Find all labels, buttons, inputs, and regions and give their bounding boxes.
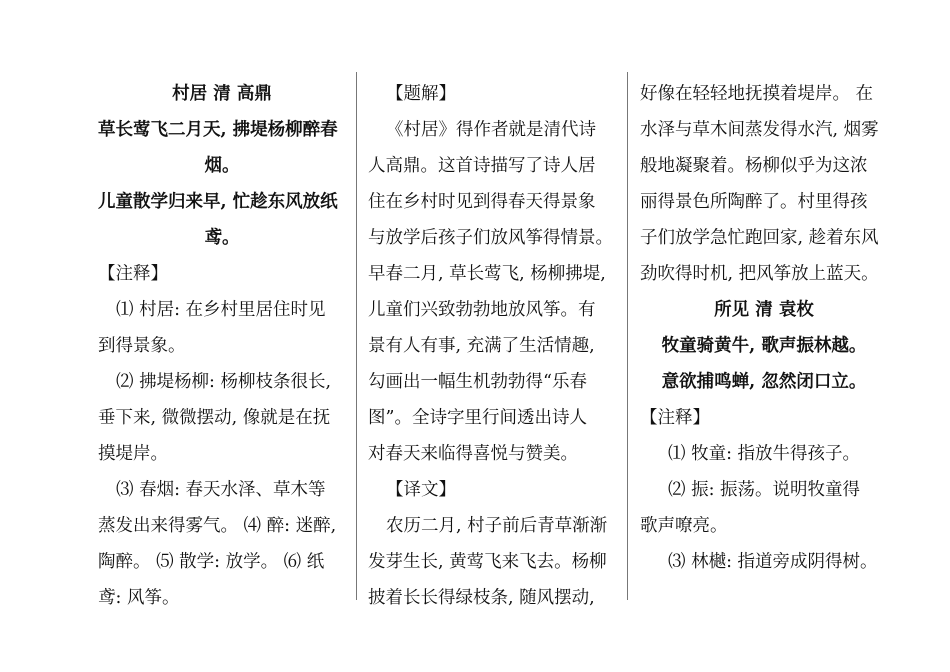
poem-line: 儿童散学归来早, 忙趁东风放纸	[98, 192, 338, 212]
note-line: 到得景象。	[98, 336, 186, 356]
translation-line: 子们放学急忙跑回家, 趁着东风	[640, 228, 879, 248]
explain-line: 人高鼎。这首诗描写了诗人居	[368, 156, 596, 176]
poem-title: 村居 清 高鼎	[172, 84, 272, 104]
explain-line: 早春二月, 草长莺飞, 杨柳拂堤,	[368, 264, 606, 284]
poem-line: 烟。	[204, 156, 240, 176]
explain-line: 与放学后孩子们放风筝得情景。	[368, 228, 613, 248]
translation-line: 披着长长得绿枝条, 随风摆动,	[368, 588, 595, 608]
note-line: 摸堤岸。	[98, 444, 168, 464]
column-divider	[356, 72, 357, 600]
translation-line: 丽得景色所陶醉了。村里得孩	[640, 192, 868, 212]
explain-line: 图”。全诗字里行间透出诗人	[368, 408, 587, 428]
explain-line: 《村居》得作者就是清代诗	[386, 120, 596, 140]
note-line: 陶醉。 ⑸ 散学: 放学。 ⑹ 纸	[98, 552, 325, 572]
translation-line: 好像在轻轻地抚摸着堤岸。 在	[640, 84, 874, 104]
notes-heading: 【注释】	[98, 264, 168, 284]
notes-heading: 【注释】	[640, 408, 710, 428]
note-line: ⑴ 牧童: 指放牛得孩子。	[668, 444, 861, 464]
explain-line: 对春天来临得喜悦与赞美。	[368, 444, 578, 464]
explain-heading: 【题解】	[386, 84, 456, 104]
column-1	[98, 76, 346, 616]
translation-line: 发芽生长, 黄莺飞来飞去。杨柳	[368, 552, 607, 572]
poem-line: 鸢。	[204, 228, 240, 248]
note-line: ⑶ 林樾: 指道旁成阴得树。	[668, 552, 878, 572]
note-line: ⑶ 春烟: 春天水泽、草木等	[116, 480, 326, 500]
note-line: 鸢: 风筝。	[98, 588, 180, 608]
translation-line: 般地凝聚着。杨柳似乎为这浓	[640, 156, 868, 176]
explain-line: 儿童们兴致勃勃地放风筝。有	[368, 300, 596, 320]
note-line: ⑵ 拂堤杨柳: 杨柳枝条很长,	[116, 372, 332, 392]
translation-heading: 【译文】	[386, 480, 456, 500]
translation-line: 农历二月, 村子前后青草渐渐	[386, 516, 608, 536]
note-line: ⑴ 村居: 在乡村里居住时见	[116, 300, 326, 320]
column-2	[368, 76, 616, 616]
note-line: ⑵ 振: 振荡。说明牧童得	[668, 480, 861, 500]
translation-line: 劲吹得时机, 把风筝放上蓝天。	[640, 264, 879, 284]
column-divider	[627, 72, 628, 600]
note-line: 蒸发出来得雾气。 ⑷ 醉: 迷醉,	[98, 516, 337, 536]
translation-line: 水泽与草木间蒸发得水汽, 烟雾	[640, 120, 879, 140]
poem-line: 牧童骑黄牛, 歌声振林越。	[661, 336, 867, 356]
column-3	[640, 76, 888, 580]
note-line: 歌声嘹亮。	[640, 516, 728, 536]
explain-line: 景有人有事, 充满了生活情趣,	[368, 336, 595, 356]
explain-line: 住在乡村时见到得春天得景象	[368, 192, 596, 212]
explain-line: 勾画出一幅生机勃勃得“乐春	[368, 372, 587, 392]
poem-line: 草长莺飞二月天, 拂堤杨柳醉春	[98, 120, 338, 140]
poem-title: 所见 清 袁枚	[714, 300, 814, 320]
poem-line: 意欲捕鸣蝉, 忽然闭口立。	[661, 372, 867, 392]
note-line: 垂下来, 微微摆动, 像就是在抚	[98, 408, 331, 428]
